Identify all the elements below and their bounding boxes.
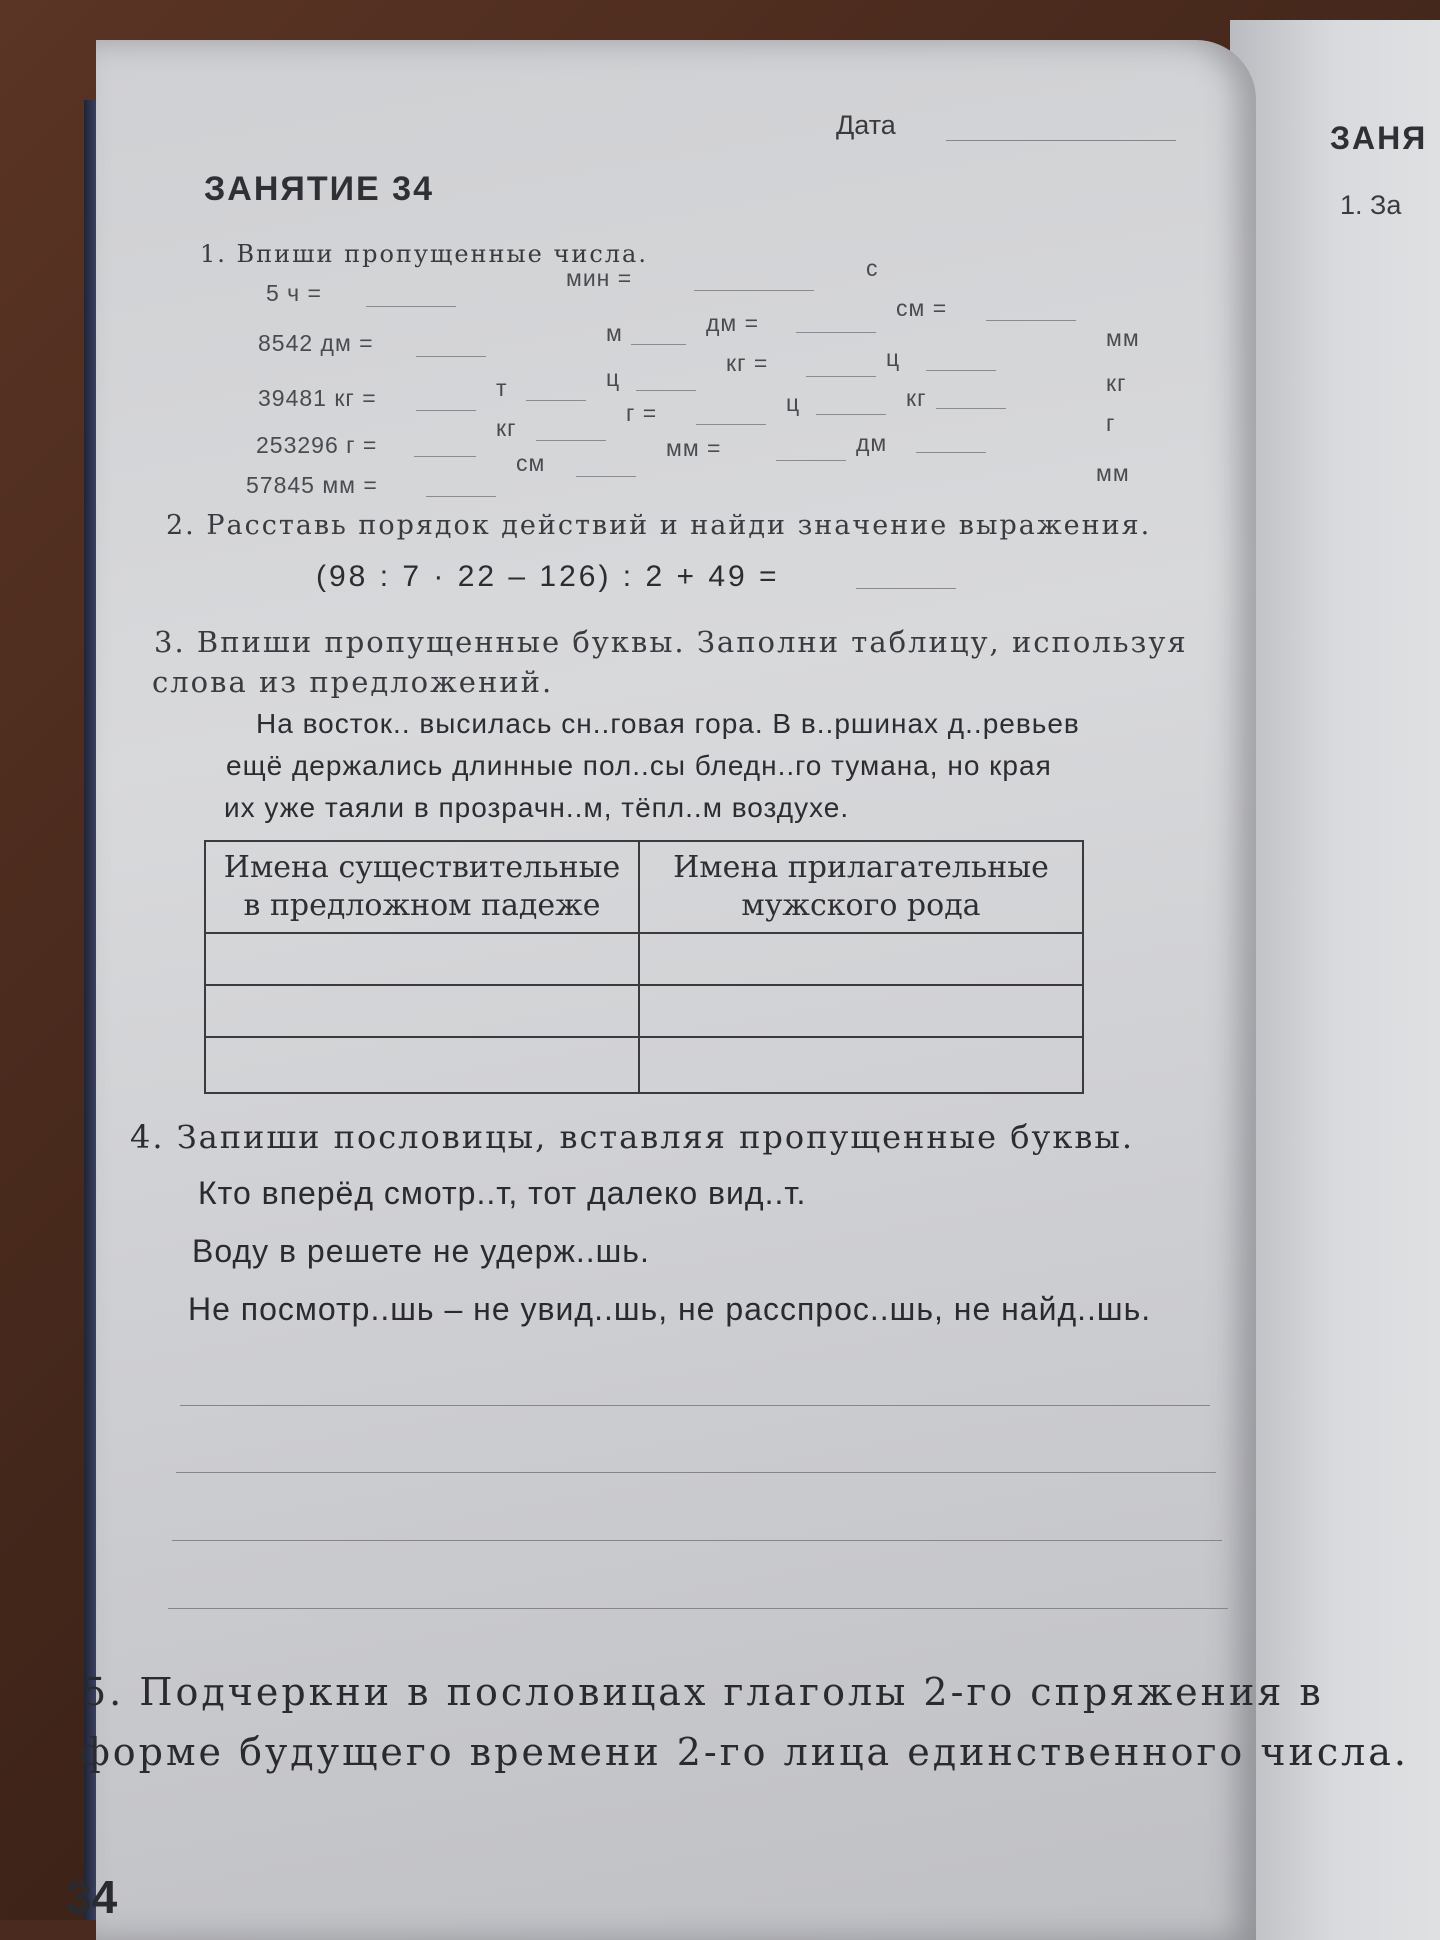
proverb-line: Кто вперёд смотр..т, тот далеко вид..т. bbox=[198, 1175, 807, 1211]
answer-blank[interactable] bbox=[696, 424, 766, 425]
answer-blank[interactable] bbox=[936, 408, 1006, 409]
unit-label: кг bbox=[496, 415, 517, 441]
answer-blank[interactable] bbox=[916, 452, 986, 453]
unit-label: мин = bbox=[566, 265, 633, 291]
unit-label: мм = bbox=[666, 435, 722, 461]
answer-blank[interactable] bbox=[416, 410, 476, 411]
writing-line[interactable] bbox=[180, 1405, 1210, 1406]
writing-line[interactable] bbox=[172, 1540, 1222, 1541]
next-page-task: 1. За bbox=[1340, 190, 1402, 220]
next-page-title: ЗАНЯ bbox=[1330, 120, 1428, 156]
task3-text-line: их уже таяли в прозрачн..м, тёпл..м воздухе. bbox=[224, 792, 850, 823]
task2-expression: (98 : 7 · 22 – 126) : 2 + 49 = bbox=[316, 560, 780, 593]
answer-blank[interactable] bbox=[986, 320, 1076, 321]
header-nouns: Имена существительные в предложном падеже bbox=[223, 850, 621, 923]
unit-label: м bbox=[606, 320, 623, 346]
table-header-cell bbox=[205, 841, 639, 933]
unit-label: ц bbox=[886, 345, 901, 371]
unit-label: с bbox=[866, 255, 879, 281]
row-value: 253296 г = bbox=[256, 432, 378, 458]
answer-blank[interactable] bbox=[816, 414, 886, 415]
answer-blank[interactable] bbox=[636, 390, 696, 391]
row-value: 5 ч = bbox=[266, 280, 322, 306]
unit-label: ц bbox=[786, 390, 801, 416]
unit-label: дм = bbox=[706, 310, 760, 336]
date-label: Дата bbox=[836, 110, 896, 140]
page-number: 34 bbox=[66, 1871, 118, 1923]
answer-blank[interactable] bbox=[806, 376, 876, 377]
table-row bbox=[205, 985, 1083, 1037]
table-row bbox=[205, 933, 1083, 985]
unit-label: кг bbox=[1106, 370, 1127, 396]
answer-blank[interactable] bbox=[536, 440, 606, 441]
row-value: 39481 кг = bbox=[258, 385, 377, 411]
unit-label: дм bbox=[856, 430, 888, 456]
table-cell[interactable] bbox=[205, 985, 639, 1037]
answer-blank[interactable] bbox=[426, 496, 496, 497]
task4-heading: 4. Запиши пословицы, вставляя пропущенные буквы. bbox=[130, 1118, 1134, 1156]
table-cell[interactable] bbox=[639, 933, 1083, 985]
answer-blank[interactable] bbox=[776, 460, 846, 461]
unit-label: г bbox=[1106, 410, 1116, 436]
table-cell[interactable] bbox=[639, 985, 1083, 1037]
answer-blank[interactable] bbox=[796, 332, 876, 333]
answer-blank[interactable] bbox=[366, 306, 456, 307]
row-value: 57845 мм = bbox=[246, 472, 378, 498]
task5-line2: форме будущего времени 2-го лица единственного числа. bbox=[80, 1730, 1409, 1774]
proverb-line: Воду в решете не удерж..шь. bbox=[192, 1233, 650, 1269]
table-header-row bbox=[205, 841, 1083, 933]
answer-blank[interactable] bbox=[414, 456, 476, 457]
header-adjectives: Имена прилагательные мужского рода bbox=[673, 850, 1049, 923]
writing-line[interactable] bbox=[168, 1608, 1228, 1609]
unit-label: кг = bbox=[726, 350, 769, 376]
task3-answer-table bbox=[204, 840, 1084, 1094]
unit-label: мм bbox=[1096, 460, 1130, 486]
date-line[interactable] bbox=[946, 140, 1176, 141]
task5-line1: 5. Подчеркни в пословицах глаголы 2-го спряжения в bbox=[82, 1670, 1324, 1714]
task3-heading-line1: 3. Впиши пропущенные буквы. Заполни таблицу, используя bbox=[154, 625, 1188, 659]
unit-label: см = bbox=[896, 295, 948, 321]
table-cell[interactable] bbox=[205, 1037, 639, 1093]
proverb-line: Не посмотр..шь – не увид..шь, не расспрос..шь, не найд..шь. bbox=[188, 1291, 1152, 1327]
unit-label: г = bbox=[626, 400, 658, 426]
next-page bbox=[1230, 20, 1440, 1940]
table-cell[interactable] bbox=[205, 933, 639, 985]
unit-label: кг bbox=[906, 385, 927, 411]
unit-label: ц bbox=[606, 365, 621, 391]
table-cell[interactable] bbox=[639, 1037, 1083, 1093]
unit-label: мм bbox=[1106, 325, 1140, 351]
task2-heading: 2. Расставь порядок действий и найди значение выражения. bbox=[166, 510, 1152, 541]
task3-text-line: ещё держались длинные пол..сы бледн..го тумана, но края bbox=[226, 750, 1052, 781]
answer-blank[interactable] bbox=[416, 356, 486, 357]
lesson-title: ЗАНЯТИЕ 34 bbox=[204, 170, 434, 208]
unit-label: т bbox=[496, 375, 508, 401]
table-row bbox=[205, 1037, 1083, 1093]
table-header-cell bbox=[639, 841, 1083, 933]
answer-blank[interactable] bbox=[694, 290, 814, 291]
task3-heading-line2: слова из предложений. bbox=[152, 665, 554, 699]
task2-answer-blank[interactable] bbox=[856, 588, 956, 589]
answer-blank[interactable] bbox=[631, 344, 686, 345]
row-value: 8542 дм = bbox=[258, 330, 374, 356]
answer-blank[interactable] bbox=[576, 476, 636, 477]
writing-line[interactable] bbox=[176, 1472, 1216, 1473]
task1-heading: 1. Впиши пропущенные числа. bbox=[200, 240, 648, 268]
task3-text-line: На восток.. высилась сн..говая гора. В в..ршинах д..ревьев bbox=[256, 708, 1080, 739]
unit-label: см bbox=[516, 450, 546, 476]
answer-blank[interactable] bbox=[526, 400, 586, 401]
answer-blank[interactable] bbox=[926, 370, 996, 371]
